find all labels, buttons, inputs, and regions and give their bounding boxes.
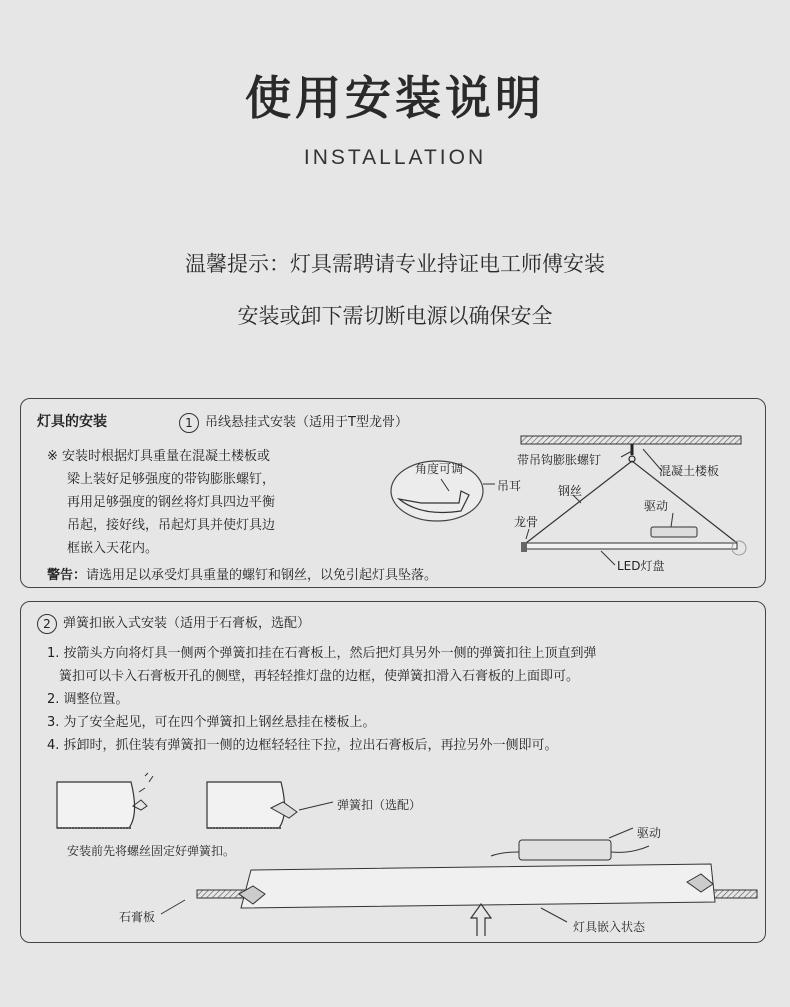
- method-title-text: 弹簧扣嵌入式安装（适用于石膏板，选配）: [63, 616, 311, 631]
- safety-tip-2: 安装或卸下需切断电源以确保安全: [237, 304, 553, 328]
- label-embedded-state: 灯具嵌入状态: [573, 920, 646, 934]
- step-3: 3. 为了安全起见，可在四个弹簧扣上钢丝悬挂在楼板上。: [47, 715, 376, 730]
- label-driver: 驱动: [637, 826, 662, 840]
- page-subtitle: INSTALLATION: [303, 146, 487, 169]
- label-concrete-floor: 混凝土楼板: [659, 464, 720, 478]
- step-1-cont: 簧扣可以卡入石膏板开孔的侧壁，再轻轻推灯盘的边框，使弹簧扣滑入石膏板的上面即可。: [59, 669, 580, 684]
- note-line: 吊起，接好线，吊起灯具并使灯具边: [67, 518, 276, 533]
- note-line: 框嵌入天花内。: [67, 541, 159, 556]
- label-gypsum-board: 石膏板: [119, 910, 156, 924]
- label-spring-clip: 弹簧扣（选配）: [337, 798, 422, 812]
- method-number-badge: 1: [179, 413, 199, 433]
- note-line: ※ 安装时根据灯具重量在混凝土楼板或: [47, 449, 271, 464]
- suspension-install-panel: [20, 398, 766, 588]
- note-line: 再用足够强度的钢丝将灯具四边平衡: [67, 495, 276, 510]
- label-steel-wire: 钢丝: [558, 484, 583, 498]
- label-ear: 吊耳: [497, 479, 522, 493]
- page-title: 使用安装说明: [245, 71, 545, 125]
- step-2: 2. 调整位置。: [47, 692, 129, 707]
- spring-clip-install-panel: [20, 601, 766, 943]
- method-number-badge: 2: [37, 614, 57, 634]
- step-1: 1. 按箭头方向将灯具一侧两个弹簧扣挂在石膏板上，然后把灯具另外一侧的弹簧扣往上顶直到弹: [47, 646, 597, 661]
- steel-wire-left: [526, 461, 632, 543]
- method-title-text: 吊线悬挂式安装（适用于T型龙骨）: [205, 415, 408, 430]
- keel-left: [521, 542, 527, 552]
- label-pre-install-note: 安装前先将螺丝固定好弹簧扣。: [67, 844, 236, 858]
- panel-heading: 灯具的安装: [37, 414, 107, 430]
- label-keel: 龙骨: [514, 515, 539, 529]
- led-panel-shape: [526, 543, 737, 549]
- step-4: 4. 拆卸时，抓住装有弹簧扣一侧的边框轻轻往下拉，拉出石膏板后，再拉另外一侧即可。: [47, 738, 558, 753]
- warning-body: 请选用足以承受灯具重量的螺钉和钢丝，以免引起灯具坠落。: [86, 568, 438, 583]
- safety-tip-1: 温馨提示：灯具需聘请专业持证电工师傅安装: [185, 252, 605, 276]
- label-driver: 驱动: [644, 499, 669, 513]
- concrete-slab: [521, 436, 741, 444]
- driver-box: [651, 527, 697, 537]
- warning-label: 警告：: [47, 568, 87, 583]
- spring-clip-diagram: [21, 602, 765, 942]
- label-hook-screw: 带吊钩膨胀螺钉: [517, 453, 602, 467]
- label-angle-adjust: 角度可调: [415, 462, 464, 476]
- label-led-panel: LED灯盘: [617, 559, 665, 573]
- note-line: 梁上装好足够强度的带钩膨胀螺钉，: [67, 472, 276, 487]
